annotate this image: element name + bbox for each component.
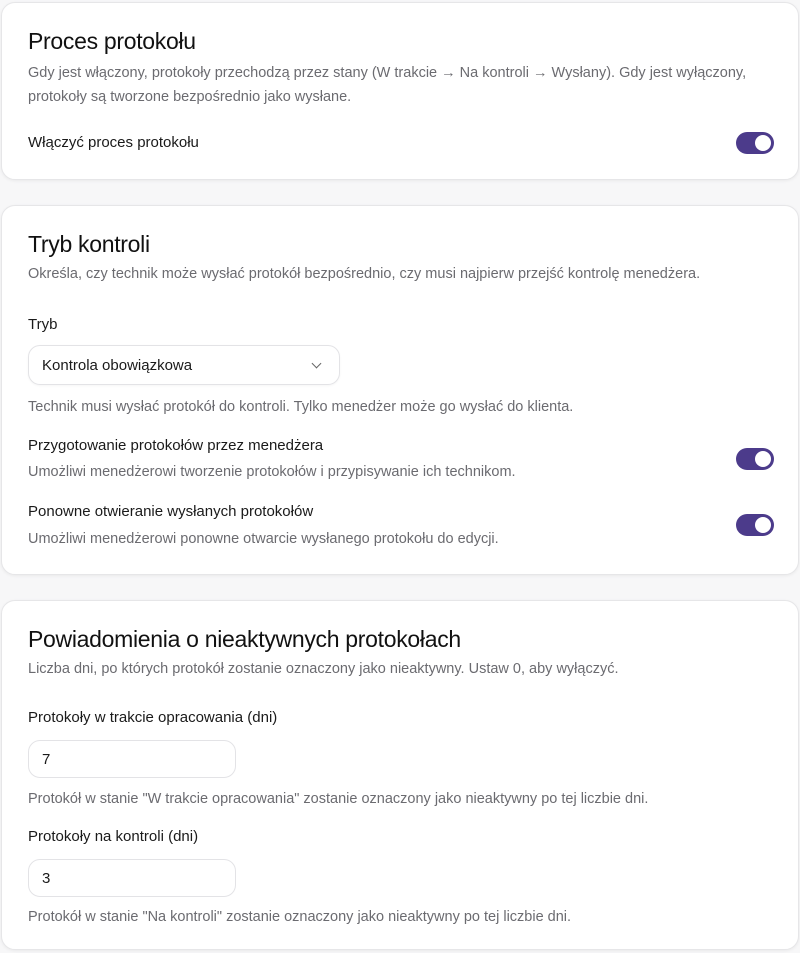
mode-help: Technik musi wysłać protokół do kontroli. Tylko menedżer może go wysłać do klienta. [28, 399, 574, 415]
inactive-card [1, 600, 799, 950]
process-toggle-label: Włączyć proces protokołu [28, 134, 199, 151]
inactive-title: Powiadomienia o nieaktywnych protokołach [28, 626, 461, 652]
reopen-label: Ponowne otwieranie wysłanych protokołów [28, 503, 314, 520]
in-review-days-input[interactable] [28, 859, 236, 897]
review-description: Określa, czy technik może wysłać protokół bezpośrednio, czy musi najpierw przejść kontrolę menedżera. [28, 266, 701, 282]
in-review-help: Protokół w stanie "Na kontroli" zostanie oznaczony jako nieaktywny po tej liczbie dni. [28, 909, 572, 925]
manager-prep-toggle[interactable] [736, 448, 774, 470]
in-progress-days-input[interactable] [28, 740, 236, 778]
in-review-label: Protokoły na kontroli (dni) [28, 828, 199, 845]
mode-select-value: Kontrola obowiązkowa [42, 356, 193, 374]
manager-prep-label: Przygotowanie protokołów przez menedżera [28, 437, 324, 454]
in-progress-help: Protokół w stanie "W trakcie opracowania" zostanie oznaczony jako nieaktywny po tej liczbie dni. [28, 791, 649, 807]
mode-select[interactable] [28, 345, 340, 385]
review-card [1, 205, 799, 575]
reopen-help: Umożliwi menedżerowi ponowne otwarcie wysłanego protokołu do edycji. [28, 531, 499, 547]
review-title: Tryb kontroli [28, 231, 150, 257]
mode-label: Tryb [28, 316, 58, 333]
process-description: Gdy jest włączony, protokoły przechodzą przez stany (W trakcie → Na kontroli → Wysłany). Gdy jest wyłączony, protokoły są tworzone bezpośrednio jako wysłane. [28, 65, 747, 105]
process-card [1, 2, 799, 180]
process-title: Proces protokołu [28, 28, 196, 54]
process-toggle[interactable] [736, 132, 774, 154]
in-progress-label: Protokoły w trakcie opracowania (dni) [28, 709, 278, 726]
chevron-down-icon [312, 358, 322, 368]
inactive-description: Liczba dni, po których protokół zostanie oznaczony jako nieaktywny. Ustaw 0, aby wyłączyć. [28, 661, 619, 677]
reopen-toggle[interactable] [736, 514, 774, 536]
manager-prep-help: Umożliwi menedżerowi tworzenie protokołów i przypisywanie ich technikom. [28, 464, 516, 480]
